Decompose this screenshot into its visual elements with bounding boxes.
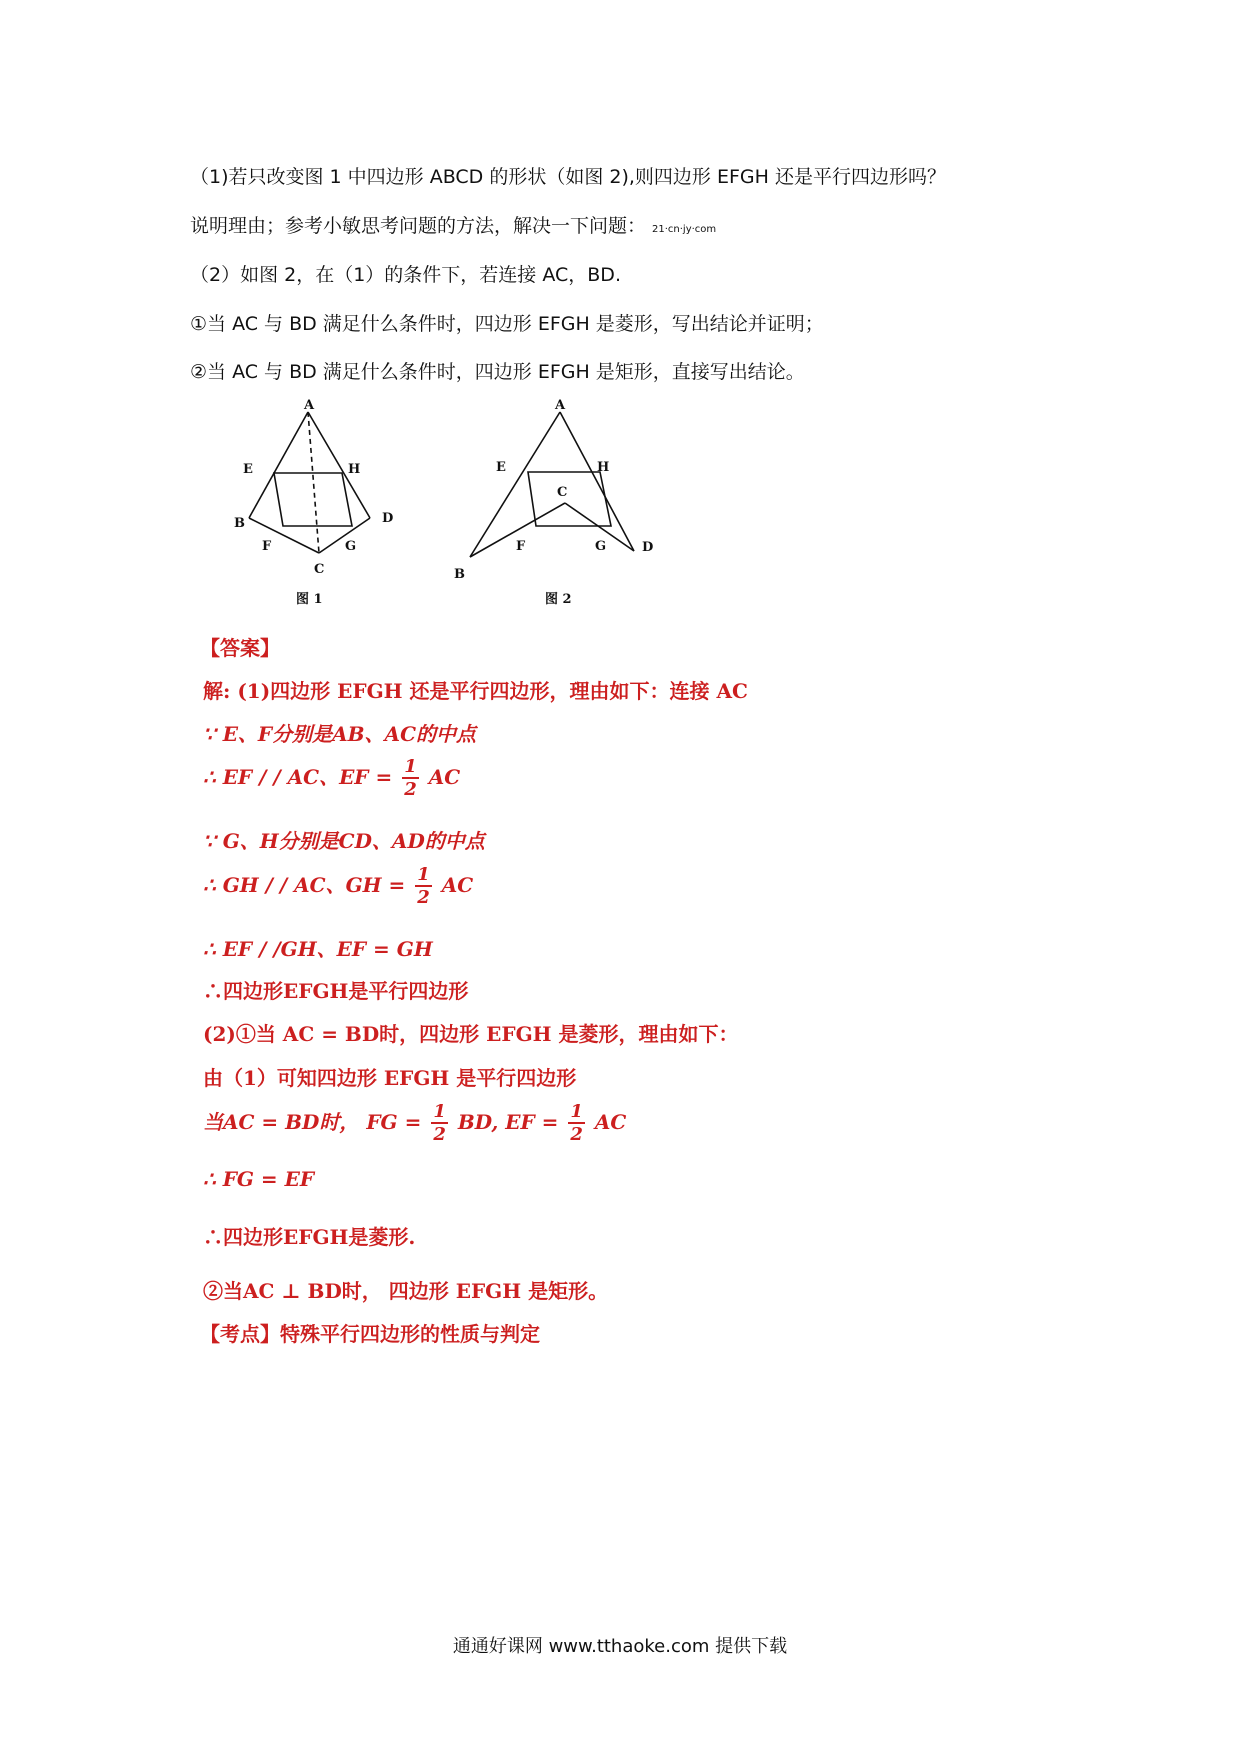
fraction-numerator: 1 [570, 1101, 583, 1122]
answer-line-5-post: AC [441, 873, 474, 897]
fig1-label-H: H [348, 462, 361, 477]
fig1-label-C: C [314, 562, 325, 577]
fig1-diagonal-AC [308, 412, 319, 553]
fig1-caption: 图 1 [296, 592, 323, 607]
fraction-half [402, 758, 419, 799]
fig2-label-D: D [642, 540, 654, 555]
page-footer: 通通好课网 www.tthaoke.com 提供下载 [452, 1636, 788, 1657]
fig1-edge-BC [249, 518, 319, 553]
answer-line-10-b: BD, EF = [457, 1110, 559, 1134]
answer-line-3-post: AC [428, 765, 461, 789]
answer-line-8: (2)①当 AC = BD时，四边形 EFGH 是菱形，理由如下： [203, 1022, 739, 1046]
fraction-half [415, 866, 432, 907]
answer-line-10-a: 当AC = BD时， FG = [203, 1110, 422, 1134]
answer-line-11: ∴ FG = EF [203, 1167, 315, 1191]
fig2-edge-AD [560, 412, 634, 551]
figure-2 [440, 395, 680, 619]
fig2-label-H: H [597, 460, 610, 475]
answer-line-6: ∴ EF / /GH、EF = GH [203, 937, 433, 961]
fraction-denominator: 2 [433, 1124, 446, 1145]
fraction-denominator: 2 [404, 779, 417, 800]
fig1-label-G: G [345, 539, 357, 554]
question-line-3: （2）如图 2，在（1）的条件下，若连接 AC，BD. [190, 264, 621, 286]
fig2-label-B: B [454, 567, 465, 582]
fig2-label-C: C [557, 485, 568, 500]
fraction-half [568, 1103, 585, 1144]
fig2-label-F: F [516, 539, 526, 554]
answer-line-10-c: AC [594, 1110, 627, 1134]
question-line-2 [190, 211, 716, 238]
fig1-label-B: B [234, 516, 245, 531]
fig2-edge-AB [470, 412, 560, 557]
question-line-5: ②当 AC 与 BD 满足什么条件时，四边形 EFGH 是矩形，直接写出结论。 [190, 361, 805, 383]
question-line-1: （1)若只改变图 1 中四边形 ABCD 的形状（如图 2),则四边形 EFGH 还是平行四边形吗？ [190, 166, 946, 188]
answer-line-12: ∴四边形EFGH是菱形. [203, 1225, 416, 1249]
fig1-label-A: A [304, 398, 315, 413]
answer-heading: 【答案】 [200, 636, 280, 660]
question-line-4: ①当 AC 与 BD 满足什么条件时，四边形 EFGH 是菱形，写出结论并证明； [190, 313, 824, 335]
fraction-denominator: 2 [417, 887, 430, 908]
answer-line-13: ②当AC ⊥ BD时， 四边形 EFGH 是矩形。 [203, 1279, 609, 1303]
fig1-label-F: F [262, 539, 272, 554]
fig1-label-E: E [243, 462, 253, 477]
fig1-quad-EFGH [274, 473, 352, 526]
fraction-denominator: 2 [570, 1124, 583, 1145]
answer-line-3 [203, 758, 460, 799]
fraction-numerator: 1 [417, 864, 430, 885]
fig2-label-A: A [555, 398, 566, 413]
watermark: 21·cn·jy·com [652, 224, 717, 235]
answer-key-point: 【考点】特殊平行四边形的性质与判定 [200, 1322, 540, 1346]
fig2-quad-EFGH [528, 472, 611, 526]
answer-line-3-pre: ∴ EF / / AC、EF = [203, 765, 393, 789]
answer-line-9: 由（1）可知四边形 EFGH 是平行四边形 [203, 1066, 577, 1090]
fraction-numerator: 1 [433, 1101, 446, 1122]
figure-2-svg [440, 395, 680, 615]
fig2-caption: 图 2 [545, 592, 572, 607]
answer-line-5-pre: ∴ GH / / AC、GH = [203, 873, 406, 897]
answer-line-10 [203, 1103, 626, 1144]
figure-1 [220, 395, 420, 619]
fig2-label-G: G [595, 539, 607, 554]
answer-line-1: 解: (1)四边形 EFGH 还是平行四边形，理由如下：连接 AC [203, 679, 748, 703]
fig1-label-D: D [382, 511, 394, 526]
question-line-2-text: 说明理由；参考小敏思考问题的方法，解决一下问题： [190, 215, 647, 237]
answer-line-2: ∵ E、F分别是AB、AC的中点 [203, 722, 476, 746]
fraction-numerator: 1 [404, 756, 417, 777]
answer-line-4: ∵ G、H分别是CD、AD的中点 [203, 829, 485, 853]
answer-line-7: ∴四边形EFGH是平行四边形 [203, 979, 469, 1003]
figure-1-svg [220, 395, 420, 615]
fraction-half [431, 1103, 448, 1144]
fig1-edge-AD [308, 412, 370, 518]
answer-line-5 [203, 866, 473, 907]
fig2-label-E: E [496, 460, 506, 475]
